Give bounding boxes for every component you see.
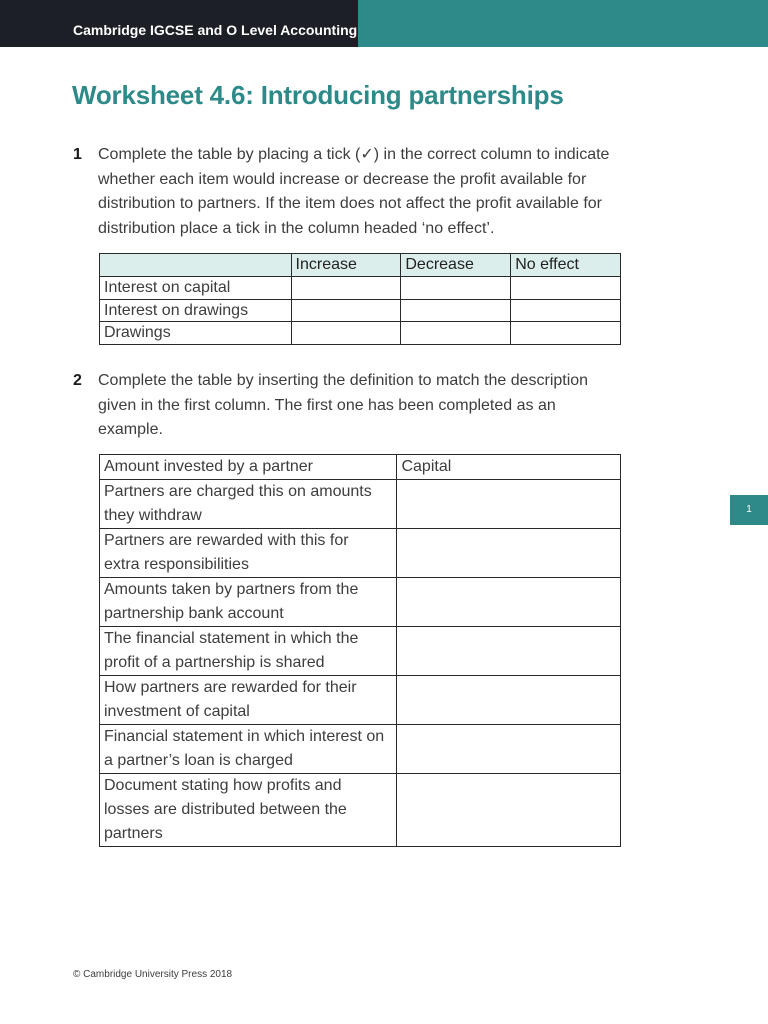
question-1-line: whether each item would increase or decrease the profit available for bbox=[98, 170, 587, 188]
item-label: Drawings bbox=[100, 322, 292, 345]
definition-cell[interactable] bbox=[397, 774, 621, 847]
table-header-cell bbox=[100, 254, 292, 277]
description-cell bbox=[100, 676, 397, 725]
table-row bbox=[100, 455, 621, 480]
definition-cell[interactable] bbox=[397, 627, 621, 676]
description-line: losses are distributed between the bbox=[104, 801, 347, 818]
description-cell bbox=[100, 725, 397, 774]
definition-cell[interactable] bbox=[397, 725, 621, 774]
description-line: Financial statement in which interest on bbox=[104, 728, 385, 745]
description-line: Amount invested by a partner bbox=[104, 458, 314, 475]
tick-cell-no-effect[interactable] bbox=[511, 322, 621, 345]
description-line: partnership bank account bbox=[104, 605, 284, 622]
tick-cell-decrease[interactable] bbox=[401, 322, 511, 345]
tick-cell-decrease[interactable] bbox=[401, 277, 511, 300]
description-cell bbox=[100, 480, 397, 529]
tick-cell-increase[interactable] bbox=[291, 322, 401, 345]
question-1-line: distribution place a tick in the column headed ‘no effect’. bbox=[98, 219, 495, 237]
description-cell bbox=[100, 455, 397, 480]
table-header-cell: Increase bbox=[291, 254, 401, 277]
description-line: extra responsibilities bbox=[104, 556, 249, 573]
question-2-number: 2 bbox=[73, 372, 82, 389]
item-label: Interest on drawings bbox=[100, 299, 292, 322]
description-cell bbox=[100, 529, 397, 578]
question-1-text bbox=[98, 143, 630, 241]
definition-cell[interactable]: Capital bbox=[397, 455, 621, 480]
table-header-row bbox=[100, 254, 621, 277]
book-title: Cambridge IGCSE and O Level Accounting bbox=[73, 22, 358, 38]
question-2-line: example. bbox=[98, 421, 163, 438]
table-row bbox=[100, 299, 621, 322]
question-2-text bbox=[98, 369, 630, 443]
description-line: profit of a partnership is shared bbox=[104, 654, 325, 671]
tick-cell-increase[interactable] bbox=[291, 299, 401, 322]
table-row bbox=[100, 774, 621, 847]
tick-cell-decrease[interactable] bbox=[401, 299, 511, 322]
tick-cell-increase[interactable] bbox=[291, 277, 401, 300]
table-row bbox=[100, 578, 621, 627]
question-1-line: distribution to partners. If the item does not affect the profit available for bbox=[98, 195, 602, 212]
description-line: a partner’s loan is charged bbox=[104, 752, 293, 769]
table-row bbox=[100, 480, 621, 529]
description-line: Partners are rewarded with this for bbox=[104, 532, 349, 549]
item-label: Interest on capital bbox=[100, 277, 292, 300]
table-row bbox=[100, 529, 621, 578]
definition-cell[interactable] bbox=[397, 676, 621, 725]
table-row bbox=[100, 725, 621, 774]
definition-cell[interactable] bbox=[397, 529, 621, 578]
copyright-footer: © Cambridge University Press 2018 bbox=[73, 969, 233, 980]
table-row bbox=[100, 676, 621, 725]
description-cell bbox=[100, 578, 397, 627]
question-2-line: Complete the table by inserting the definition to match the description bbox=[98, 372, 589, 389]
tick-cell-no-effect[interactable] bbox=[511, 277, 621, 300]
header-bar-teal bbox=[358, 0, 768, 47]
description-line: Amounts taken by partners from the bbox=[104, 581, 359, 598]
description-cell bbox=[100, 627, 397, 676]
definition-cell[interactable] bbox=[397, 578, 621, 627]
page-number-tab: 1 bbox=[730, 495, 768, 525]
description-line: partners bbox=[104, 825, 163, 842]
table-header-cell: No effect bbox=[511, 254, 621, 277]
description-cell bbox=[100, 774, 397, 847]
effect-table bbox=[99, 253, 621, 345]
description-line: Document stating how profits and bbox=[104, 777, 342, 794]
description-line: The financial statement in which the bbox=[104, 630, 359, 647]
table-row bbox=[100, 627, 621, 676]
description-line: How partners are rewarded for their bbox=[104, 679, 357, 696]
question-2-line: given in the first column. The first one has been completed as an bbox=[98, 396, 556, 414]
question-1-line: Complete the table by placing a tick (✓) in the correct column to indicate bbox=[98, 146, 610, 163]
definitions-table bbox=[99, 454, 621, 847]
description-line: investment of capital bbox=[104, 703, 250, 720]
tick-cell-no-effect[interactable] bbox=[511, 299, 621, 322]
worksheet-title: Worksheet 4.6: Introducing partnerships bbox=[72, 80, 564, 110]
table-header-cell: Decrease bbox=[401, 254, 511, 277]
description-line: Partners are charged this on amounts bbox=[104, 483, 372, 500]
question-1-number: 1 bbox=[73, 146, 82, 163]
description-line: they withdraw bbox=[104, 507, 202, 524]
table-row bbox=[100, 322, 621, 345]
table-row bbox=[100, 277, 621, 300]
definition-cell[interactable] bbox=[397, 480, 621, 529]
